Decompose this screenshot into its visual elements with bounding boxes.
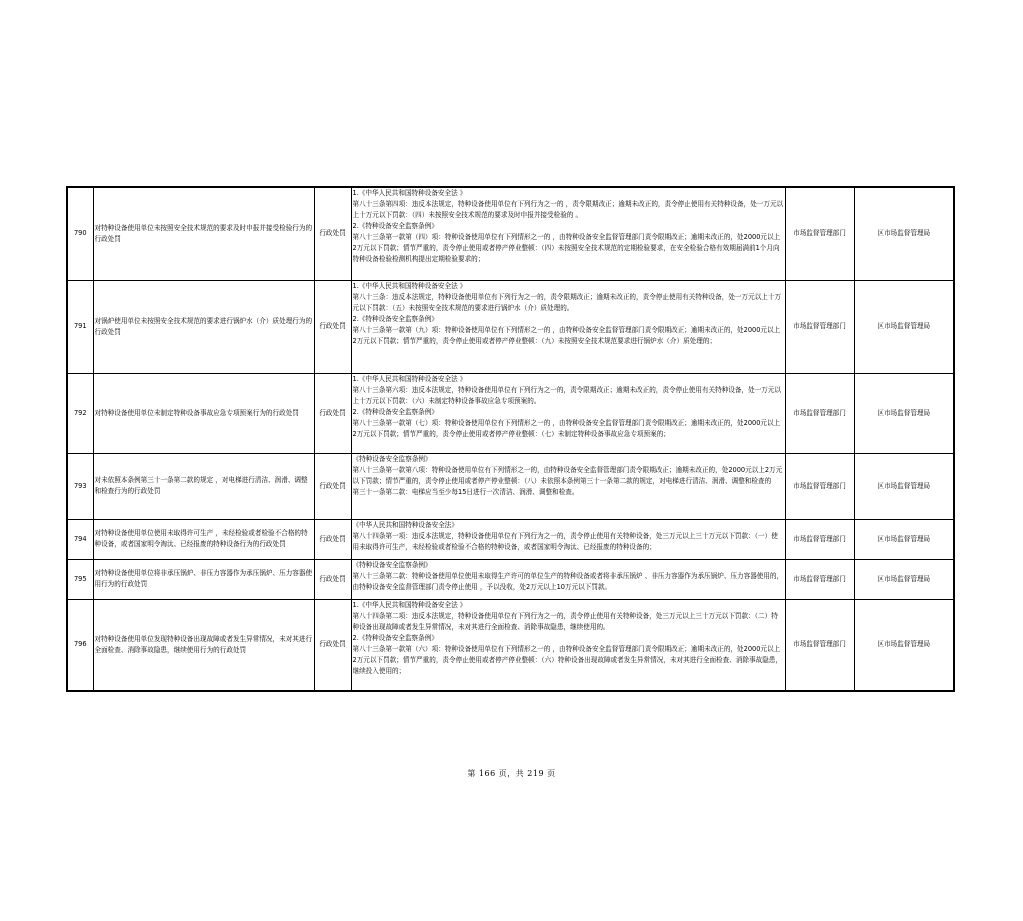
item-name: 对特种设备使用单位使用未取得许可生产 ，未经检验或者检验不合格的特种设备，或者国家明令淘汰、已经报废的特种设备行为的行政处罚	[93, 519, 314, 559]
department: 市场监督管理部门	[785, 373, 854, 453]
department: 市场监督管理部门	[785, 187, 854, 280]
implementing-office: 区市场监督管理局	[854, 453, 954, 519]
item-name: 对特种设备使用单位发现特种设备出现故障或者发生异常情况，未对其进行全面检查、消除事故隐患，继续使用行为的行政处罚	[93, 599, 314, 691]
table-row	[67, 187, 954, 280]
basis-line: 2.《特种设备安全监察条例》	[352, 408, 438, 416]
implementing-office: 区市场监督管理局	[854, 187, 954, 280]
legal-basis	[351, 373, 785, 453]
table-row	[67, 599, 954, 691]
implementing-office: 区市场监督管理局	[854, 280, 954, 373]
department: 市场监督管理部门	[785, 453, 854, 519]
penalty-type: 行政处罚	[314, 519, 351, 559]
basis-line: 2.《特种设备安全监察条例》	[352, 633, 438, 642]
basis-line: 第八十三条第二款：特种设备使用单位使用未取得生产许可的单位生产的特种设备或者将非承压锅炉 、非压力容器作为承压锅炉、压力容器使用的，由特种设备安全监督管理部门责令停止使用 ，予以没收，处2万元以上10万元以下罚款。	[352, 572, 784, 591]
basis-line: 第八十三条第六项：违反本法规定，特种设备使用单位有下列行为之一的，责令限期改正；逾期未改正的，责令停止使用有关特种设备，处一万元以上十万元以下罚款：（六）未制定特种设备事故应急专项预案的。	[352, 386, 782, 405]
item-name: 对锅炉使用单位未按照安全技术规范的要求进行锅炉水（介）质处理行为的行政处罚	[93, 280, 314, 373]
legal-basis	[351, 519, 785, 559]
basis-line: 第八十三条第一款第（六）项：特种设备使用单位有下列情形之一的 ，由特种设备安全监督管理部门责令限期改正；逾期未改正的，处2000元以上2万元以下罚款；情节严重的，责令停止使用或者停产停业整顿：（六）特种设备出现故障或者发生异常情况，未对其进行全面检查、消除事故隐患，继续投入使用的；	[352, 644, 782, 675]
implementing-office: 区市场监督管理局	[854, 599, 954, 691]
row-number: 791	[67, 280, 93, 373]
basis-line: 《中华人民共和国特种设备安全法》	[352, 521, 458, 529]
item-name: 对特种设备使用单位未按照安全技术规范的要求及时申报并接受检验行为的行政处罚	[93, 187, 314, 280]
basis-line: 第八十四条第二项：违反本法规定，特种设备使用单位有下列行为之一的，责令停止使用有关特种设备，处三万元以上三十万元以下罚款：（二）特种设备出现故障或者发生异常情况，未对其进行全面检查、消除事故隐患，继续使用的。	[352, 611, 778, 631]
department: 市场监督管理部门	[785, 599, 854, 691]
basis-line: 第八十三条：违反本法规定，特种设备使用单位有下列行为之一的，责令限期改正；逾期未改正的，责令停止使用有关特种设备，处一万元以上十万元以下罚款：（五）未按照安全技术规范的要求进行锅炉水（介）质处理的。	[352, 293, 782, 312]
penalty-type: 行政处罚	[314, 559, 351, 599]
basis-line: 第八十三条第一款第（四）项：特种设备使用单位有下列情形之一的 ，由特种设备安全监督管理部门责令限期改正；逾期未改正的，处2000元以上2万元以下罚款；情节严重的，责令停止使用或者停产停业整顿：（四）未按照安全技术规范的定期检验要求，在安全检验合格有效期届满前1个月向特种设备检验检测机构提出定期检验要求的；	[352, 233, 781, 264]
table-row	[67, 559, 954, 599]
penalty-type: 行政处罚	[314, 453, 351, 519]
item-name: 对特种设备使用单位将非承压锅炉、非压力容器作为承压锅炉、压力容器使用行为的行政处罚	[93, 559, 314, 599]
department: 市场监督管理部门	[785, 280, 854, 373]
row-number: 795	[67, 559, 93, 599]
basis-line: 第八十三条第一款第（九）项：特种设备使用单位有下列情形之一的 ，由特种设备安全监督管理部门责令限期改正；逾期未改正的，处2000元以上2万元以下罚款；情节严重的，责令停止使用或者停产停业整顿：（九）未按照安全技术规范要求进行锅炉水（介）质处理的；	[352, 326, 781, 345]
department: 市场监督管理部门	[785, 519, 854, 559]
department: 市场监督管理部门	[785, 559, 854, 599]
table-row	[67, 373, 954, 453]
basis-line: 第八十三条第一款第（七）项：特种设备使用单位有下列情形之一的 ，由特种设备安全监督管理部门责令限期改正；逾期未改正的，处2000元以上2万元以下罚款；情节严重的，责令停止使用或者停产停业整顿：（七）未制定特种设备事故应急专项预案的；	[352, 419, 781, 438]
legal-basis	[351, 599, 785, 691]
basis-line: 1.《中华人民共和国特种设备安全法 》	[352, 189, 467, 198]
basis-line: 第三十一条第二款：电梯应当至少每15日进行一次清洁、润滑、调整和检查。	[352, 488, 579, 496]
basis-line: 2.《特种设备安全监察条例》	[352, 222, 438, 231]
row-number: 792	[67, 373, 93, 453]
basis-line: 1.《中华人民共和国特种设备安全法 》	[352, 375, 467, 383]
implementing-office: 区市场监督管理局	[854, 559, 954, 599]
basis-line: 1.《中华人民共和国特种设备安全法 》	[352, 282, 467, 290]
basis-line: 2.《特种设备安全监察条例》	[352, 315, 438, 323]
table-body	[67, 187, 954, 691]
item-name: 对未依照本条例第三十一条第二款的规定 ，对电梯进行清洁、润滑、调整和检查行为的行政处罚	[93, 453, 314, 519]
basis-line: 《特种设备安全监察条例》	[352, 455, 432, 463]
table-row	[67, 519, 954, 559]
implementing-office: 区市场监督管理局	[854, 519, 954, 559]
legal-basis	[351, 559, 785, 599]
table-row	[67, 453, 954, 519]
implementing-office: 区市场监督管理局	[854, 373, 954, 453]
penalty-type: 行政处罚	[314, 187, 351, 280]
table-row	[67, 280, 954, 373]
basis-line: 《特种设备安全监察条例》	[352, 561, 432, 569]
basis-line: 1.《中华人民共和国特种设备安全法 》	[352, 600, 467, 609]
row-number: 793	[67, 453, 93, 519]
penalty-type: 行政处罚	[314, 373, 351, 453]
row-number: 796	[67, 599, 93, 691]
administrative-penalty-table	[66, 186, 955, 692]
basis-line: 第八十四条第一项：违反本法规定，特种设备使用单位有下列行为之一的，责令停止使用有关特种设备，处三万元以上三十万元以下罚款：（一）使用未取得许可生产，未经检验或者检验不合格的特种设备，或者国家明令淘汰、已经报废的特种设备的；	[352, 532, 778, 551]
legal-basis	[351, 453, 785, 519]
page-number-footer: 第 166 页，共 219 页	[467, 769, 556, 778]
row-number: 794	[67, 519, 93, 559]
legal-basis	[351, 280, 785, 373]
penalty-type: 行政处罚	[314, 280, 351, 373]
penalty-type: 行政处罚	[314, 599, 351, 691]
row-number: 790	[67, 187, 93, 280]
basis-line: 第八十三条第四项：违反本法规定，特种设备使用单位有下列行为之一的 ，责令限期改正；逾期未改正的，责令停止使用有关特种设备，处一万元以上十万元以下罚款：（四）未按照安全技术规范的要求及时申报并接受检验的 。	[352, 200, 784, 220]
legal-basis	[351, 187, 785, 280]
basis-line: 第八十三条第一款第八项：特种设备使用单位有下列情形之一的，由特种设备安全监督管理部门责令限期改正；逾期未改正的，处2000元以上2万元以下罚款；情节严重的，责令停止使用或者停产停业整顿：（八）未依照本条例第三十一条第二款的规定，对电梯进行清洁、润滑、调整和检查的	[352, 466, 783, 485]
item-name: 对特种设备使用单位未制定特种设备事故应急专项预案行为的行政处罚	[93, 373, 314, 453]
